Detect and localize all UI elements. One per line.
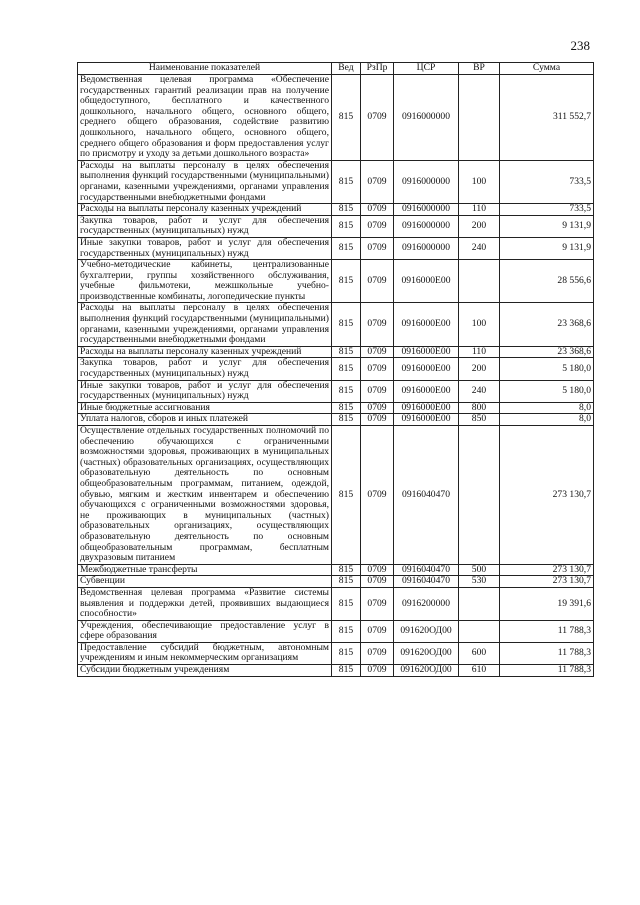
cell-name: Уплата налогов, сборов и иных платежей [78, 414, 332, 426]
cell-vr: 610 [459, 665, 500, 677]
cell-csr: 0916000Е00 [394, 402, 459, 414]
cell-name: Закупка товаров, работ и услуг для обеспечения государственных (муниципальных) нужд [78, 358, 332, 380]
table-row [78, 204, 594, 216]
cell-vr: 110 [459, 204, 500, 216]
cell-name: Учебно-методические кабинеты, централизованные бухгалтерии, группы хозяйственного обслуживания, учебные фильмотеки, межшкольные учебно-производственные комбинаты, логопедические пункты [78, 260, 332, 303]
cell-ved: 815 [332, 620, 361, 642]
cell-sum: 8,0 [500, 414, 594, 426]
cell-sum: 5 180,0 [500, 358, 594, 380]
cell-rzpr: 0709 [361, 346, 394, 358]
cell-name: Субсидии бюджетным учреждениям [78, 665, 332, 677]
cell-name: Ведомственная целевая программа «Обеспечение государственных гарантий реализации прав на получение общедоступного, бесплатного и качественного дошкольного, начального общего, основного общего, среднего общего образования, содействие развитию дошкольного, начального общего, основного общего, среднего общего образования и форм предоставления услуг по присмотру и уходу за детьми дошкольного возраста» [78, 75, 332, 161]
cell-rzpr: 0709 [361, 75, 394, 161]
cell-name: Ведомственная целевая программа «Развитие системы выявления и поддержки детей, проявивших выдающиеся способности» [78, 587, 332, 620]
cell-vr: 240 [459, 237, 500, 259]
table-row [78, 160, 594, 203]
cell-name: Осуществление отдельных государственных полномочий по обеспечению обучающихся с ограниченными возможностями здоровья, проживающих в муниципальных (частных) образовательных организациях, осуществляющих образовательную деятельность по основным общеобразовательным программам, питанием, одеждой, обувью, мягким и жестким инвентарем и обеспечению обучающихся с ограниченными возможностями здоровья, не проживающих в муниципальных (частных) образовательных организациях, осуществляющих образовательную деятельность по основным общеобразовательным программам, бесплатным двухразовым питанием [78, 426, 332, 565]
cell-ved: 815 [332, 665, 361, 677]
cell-vr: 200 [459, 358, 500, 380]
cell-ved: 815 [332, 160, 361, 203]
cell-sum: 311 552,7 [500, 75, 594, 161]
cell-csr: 091620ОД00 [394, 665, 459, 677]
header-sum: Сумма [500, 63, 594, 75]
cell-sum: 11 788,3 [500, 665, 594, 677]
cell-ved: 815 [332, 642, 361, 664]
cell-vr: 600 [459, 642, 500, 664]
cell-ved: 815 [332, 576, 361, 588]
cell-sum: 19 391,6 [500, 587, 594, 620]
cell-rzpr: 0709 [361, 587, 394, 620]
cell-ved: 815 [332, 358, 361, 380]
cell-rzpr: 0709 [361, 402, 394, 414]
cell-name: Иные закупки товаров, работ и услуг для обеспечения государственных (муниципальных) нужд [78, 237, 332, 259]
cell-rzpr: 0709 [361, 414, 394, 426]
cell-vr [459, 620, 500, 642]
cell-name: Субвенции [78, 576, 332, 588]
cell-csr: 0916200000 [394, 587, 459, 620]
cell-rzpr: 0709 [361, 215, 394, 237]
cell-csr: 0916000000 [394, 160, 459, 203]
cell-sum: 273 130,7 [500, 576, 594, 588]
cell-rzpr: 0709 [361, 204, 394, 216]
table-row [78, 587, 594, 620]
table-row [78, 620, 594, 642]
cell-vr: 110 [459, 346, 500, 358]
cell-csr: 0916000000 [394, 75, 459, 161]
cell-csr: 0916040470 [394, 576, 459, 588]
cell-rzpr: 0709 [361, 665, 394, 677]
cell-csr: 091620ОД00 [394, 642, 459, 664]
table-row [78, 564, 594, 576]
table-row [78, 260, 594, 303]
header-csr: ЦСР [394, 63, 459, 75]
cell-sum: 9 131,9 [500, 237, 594, 259]
table-body [78, 75, 594, 677]
table-row [78, 414, 594, 426]
cell-sum: 733,5 [500, 160, 594, 203]
page-number: 238 [570, 38, 590, 53]
cell-ved: 815 [332, 380, 361, 402]
cell-csr: 0916000000 [394, 215, 459, 237]
cell-vr: 500 [459, 564, 500, 576]
table-row [78, 426, 594, 565]
table-row [78, 346, 594, 358]
table-row [78, 237, 594, 259]
cell-csr: 0916000Е00 [394, 260, 459, 303]
table-row [78, 576, 594, 588]
cell-csr: 0916040470 [394, 564, 459, 576]
cell-ved: 815 [332, 426, 361, 565]
cell-vr: 100 [459, 160, 500, 203]
cell-ved: 815 [332, 75, 361, 161]
cell-vr: 530 [459, 576, 500, 588]
cell-rzpr: 0709 [361, 358, 394, 380]
cell-vr: 800 [459, 402, 500, 414]
cell-rzpr: 0709 [361, 564, 394, 576]
cell-csr: 0916000Е00 [394, 414, 459, 426]
table-row [78, 215, 594, 237]
cell-name: Предоставление субсидий бюджетным, автономным учреждениям и иным некоммерческим организациям [78, 642, 332, 664]
cell-sum: 23 368,6 [500, 303, 594, 346]
cell-vr [459, 75, 500, 161]
cell-rzpr: 0709 [361, 642, 394, 664]
cell-rzpr: 0709 [361, 260, 394, 303]
cell-vr: 200 [459, 215, 500, 237]
cell-name: Расходы на выплаты персоналу в целях обеспечения выполнения функций государственными (муниципальными) органами, казенными учреждениями, органами управления государственными внебюджетными фондами [78, 303, 332, 346]
cell-csr: 0916000000 [394, 204, 459, 216]
cell-name: Закупка товаров, работ и услуг для обеспечения государственных (муниципальных) нужд [78, 215, 332, 237]
cell-sum: 273 130,7 [500, 564, 594, 576]
cell-sum: 23 368,6 [500, 346, 594, 358]
table-row [78, 665, 594, 677]
cell-rzpr: 0709 [361, 303, 394, 346]
cell-sum: 273 130,7 [500, 426, 594, 565]
header-ved: Вед [332, 63, 361, 75]
cell-ved: 815 [332, 414, 361, 426]
cell-name: Расходы на выплаты персоналу казенных учреждений [78, 204, 332, 216]
cell-ved: 815 [332, 346, 361, 358]
cell-sum: 11 788,3 [500, 620, 594, 642]
cell-sum: 733,5 [500, 204, 594, 216]
cell-name: Расходы на выплаты персоналу в целях обеспечения выполнения функций государственными (муниципальными) органами, казенными учреждениями, органами управления государственными внебюджетными фондами [78, 160, 332, 203]
cell-vr: 850 [459, 414, 500, 426]
cell-ved: 815 [332, 260, 361, 303]
cell-csr: 0916000Е00 [394, 380, 459, 402]
cell-name: Учреждения, обеспечивающие предоставление услуг в сфере образования [78, 620, 332, 642]
cell-rzpr: 0709 [361, 380, 394, 402]
cell-ved: 815 [332, 215, 361, 237]
cell-rzpr: 0709 [361, 426, 394, 565]
cell-vr [459, 260, 500, 303]
table-row [78, 402, 594, 414]
cell-sum: 11 788,3 [500, 642, 594, 664]
cell-vr [459, 587, 500, 620]
cell-csr: 0916000000 [394, 237, 459, 259]
header-vr: ВР [459, 63, 500, 75]
cell-sum: 5 180,0 [500, 380, 594, 402]
cell-name: Иные бюджетные ассигнования [78, 402, 332, 414]
header-rzpr: РзПр [361, 63, 394, 75]
cell-ved: 815 [332, 303, 361, 346]
cell-vr [459, 426, 500, 565]
cell-ved: 815 [332, 564, 361, 576]
cell-name: Расходы на выплаты персоналу казенных учреждений [78, 346, 332, 358]
cell-sum: 9 131,9 [500, 215, 594, 237]
table-row [78, 303, 594, 346]
table-row [78, 380, 594, 402]
cell-csr: 0916000Е00 [394, 303, 459, 346]
cell-rzpr: 0709 [361, 620, 394, 642]
cell-csr: 0916000Е00 [394, 346, 459, 358]
cell-sum: 8,0 [500, 402, 594, 414]
cell-ved: 815 [332, 402, 361, 414]
cell-csr: 091620ОД00 [394, 620, 459, 642]
cell-ved: 815 [332, 587, 361, 620]
table-row [78, 358, 594, 380]
header-name: Наименование показателей [78, 63, 332, 75]
cell-csr: 0916000Е00 [394, 358, 459, 380]
table-row [78, 75, 594, 161]
cell-rzpr: 0709 [361, 576, 394, 588]
cell-vr: 240 [459, 380, 500, 402]
cell-name: Иные закупки товаров, работ и услуг для обеспечения государственных (муниципальных) нужд [78, 380, 332, 402]
table-header-row [78, 63, 594, 75]
cell-vr: 100 [459, 303, 500, 346]
cell-name: Межбюджетные трансферты [78, 564, 332, 576]
cell-rzpr: 0709 [361, 160, 394, 203]
table-row [78, 642, 594, 664]
cell-ved: 815 [332, 204, 361, 216]
cell-sum: 28 556,6 [500, 260, 594, 303]
cell-csr: 0916040470 [394, 426, 459, 565]
cell-ved: 815 [332, 237, 361, 259]
cell-rzpr: 0709 [361, 237, 394, 259]
budget-table [77, 62, 594, 677]
